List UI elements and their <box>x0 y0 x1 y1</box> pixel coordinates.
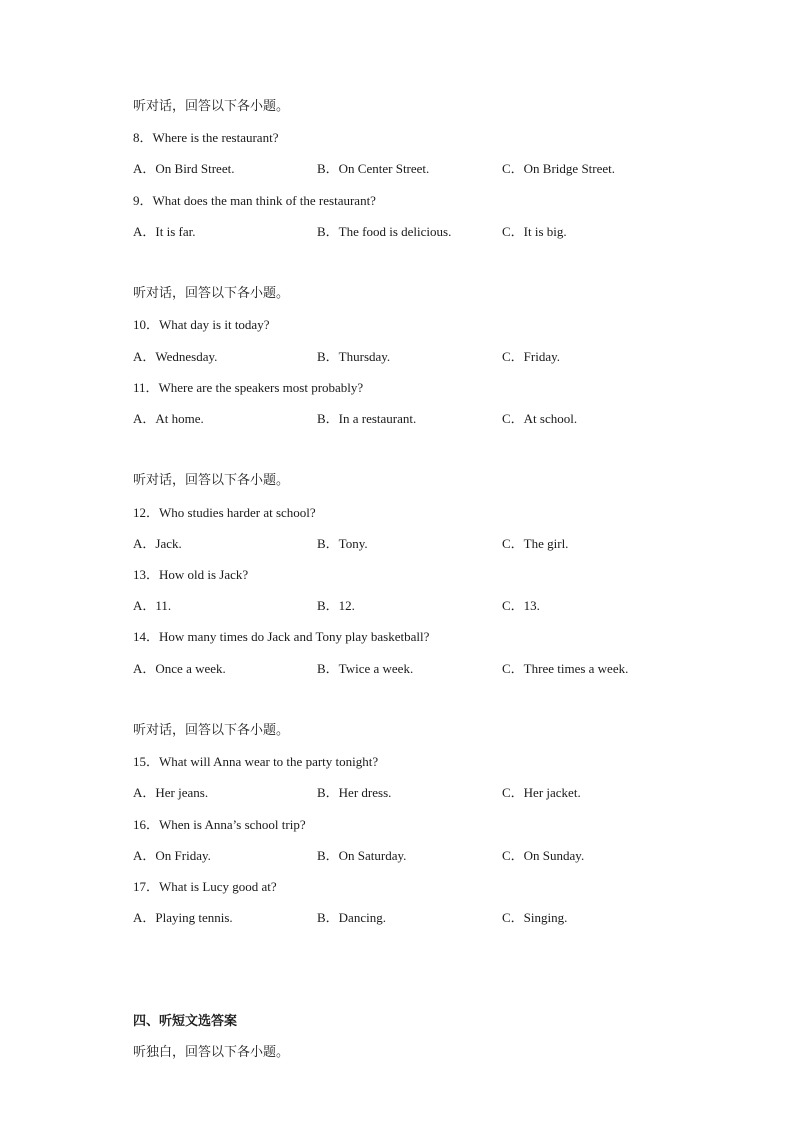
option-c: C．At school. <box>502 411 578 426</box>
group-intro: 听对话，回答以下各小题。 <box>133 473 290 488</box>
option-a: A．Her jeans. <box>133 785 209 800</box>
group-intro: 听对话，回答以下各小题。 <box>133 723 290 738</box>
question-stem: 14．How many times do Jack and Tony play basketball? <box>133 629 430 644</box>
option-b: B．12. <box>317 598 355 613</box>
option-c: C．Three times a week. <box>502 661 629 676</box>
option-b: B．In a restaurant. <box>317 411 417 426</box>
option-a: A．At home. <box>133 411 204 426</box>
option-c: C．Her jacket. <box>502 785 581 800</box>
option-b: B．The food is delicious. <box>317 224 452 239</box>
question-stem: 9．What does the man think of the restaurant? <box>133 193 376 208</box>
section-intro: 听独白，回答以下各小题。 <box>133 1045 290 1060</box>
option-a: A．Playing tennis. <box>133 910 233 925</box>
option-b: B．Her dress. <box>317 785 392 800</box>
option-c: C．Friday. <box>502 349 561 364</box>
option-a: A．On Friday. <box>133 848 211 863</box>
option-c: C．The girl. <box>502 536 569 551</box>
option-b: B．On Saturday. <box>317 848 407 863</box>
question-stem: 10．What day is it today? <box>133 317 270 332</box>
option-a: A．Jack. <box>133 536 182 551</box>
question-stem: 12．Who studies harder at school? <box>133 505 316 520</box>
option-b: B．Dancing. <box>317 910 386 925</box>
option-b: B．On Center Street. <box>317 161 430 176</box>
option-b: B．Tony. <box>317 536 368 551</box>
option-c: C．On Bridge Street. <box>502 161 616 176</box>
question-stem: 11．Where are the speakers most probably? <box>133 380 364 395</box>
group-intro: 听对话，回答以下各小题。 <box>133 99 290 114</box>
option-c: C．Singing. <box>502 910 568 925</box>
option-c: C．On Sunday. <box>502 848 585 863</box>
option-a: A．On Bird Street. <box>133 161 235 176</box>
question-stem: 8．Where is the restaurant? <box>133 130 279 145</box>
question-stem: 15．What will Anna wear to the party tonight? <box>133 754 379 769</box>
option-a: A．It is far. <box>133 224 196 239</box>
section-heading: 四、听短文选答案 <box>133 1014 238 1029</box>
option-a: A．Wednesday. <box>133 349 218 364</box>
question-stem: 13．How old is Jack? <box>133 567 249 582</box>
option-c: C．13. <box>502 598 540 613</box>
question-stem: 17．What is Lucy good at? <box>133 879 277 894</box>
group-intro: 听对话，回答以下各小题。 <box>133 286 290 301</box>
option-b: B．Twice a week. <box>317 661 414 676</box>
option-b: B．Thursday. <box>317 349 391 364</box>
question-stem: 16．When is Anna’s school trip? <box>133 817 306 832</box>
option-a: A．11. <box>133 598 172 613</box>
option-c: C．It is big. <box>502 224 567 239</box>
option-a: A．Once a week. <box>133 661 226 676</box>
